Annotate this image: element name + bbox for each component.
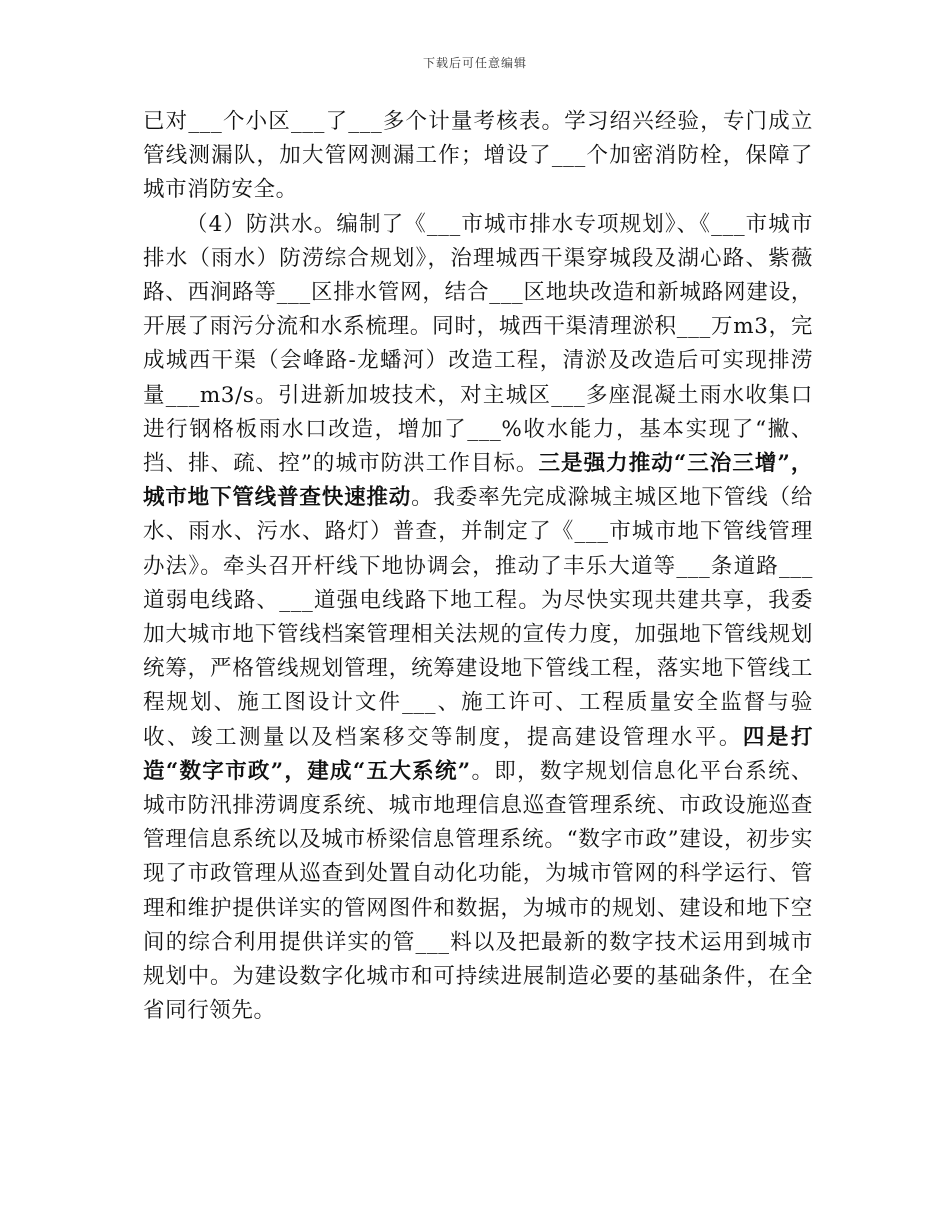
bold-heading: 三是强力推动“三治三增”，城市地下管线普查快速推动 [143, 451, 813, 511]
text-run: 已对___个小区___了___多个计量考核表。学习绍兴经验，专门成立管线测漏队，加大管网测漏工作；增设了___个加密消防栓，保障了城市消防安全。 [143, 109, 813, 203]
text-run: （4）防洪水。编制了《___市城市排水专项规划》、《___市城市排水（雨水）防涝综合规划》，治理城西干渠穿城段及湖心路、紫薇路、西涧路等___区排水管网，结合___区地块改造和新城路网建设，开展了雨污分流和水系梳理。同时，城西干渠清理淤积___万m3，完成城西干渠（会峰路-龙蟠河）改造工程，清淤及改造后可实现排涝量___m3/s。引进新加坡技术，对主城区___多座混凝土雨水收集口进行钢格板雨水口改造，增加了___%收水能力，基本实现了“撇、挡、排、疏、控”的城市防洪工作目标。 [143, 211, 813, 477]
bold-heading: 四是打造“数字市政”，建成“五大系统” [143, 724, 813, 784]
text-run: 。即，数字规划信息化平台系统、城市防汛排涝调度系统、城市地理信息巡查管理系统、市政设施巡查管理信息系统以及城市桥梁信息管理系统。“数字市政”建设，初步实现了市政管理从巡查到处置自动化功能，为城市管网的科学运行、管理和维护提供详实的管网图件和数据，为城市的规划、建设和地下空间的综合利用提供详实的管___料以及把最新的数字技术运用到城市规划中。为建设数字化城市和可持续进展制造必要的基础条件，在全省同行领先。 [143, 758, 813, 1024]
text-run: 。我委率先完成滁城主城区地下管线（给水、雨水、污水、路灯）普查，并制定了《___市城市地下管线管理办法》。牵头召开杆线下地协调会，推动了丰乐大道等___条道路___道弱电线路、___道强电线路下地工程。为尽快实现共建共享，我委加大城市地下管线档案管理相关法规的宣传力度，加强地下管线规划统筹，严格管线规划管理，统筹建设地下管线工程，落实地下管线工程规划、施工图设计文件___、施工许可、工程质量安全监督与验收、竣工测量以及档案移交等制度，提高建设管理水平。 [143, 485, 813, 750]
document-body [143, 105, 813, 1028]
page-header: 下载后可任意编辑 [422, 56, 527, 70]
paragraph [143, 208, 813, 1029]
paragraph [143, 105, 813, 208]
